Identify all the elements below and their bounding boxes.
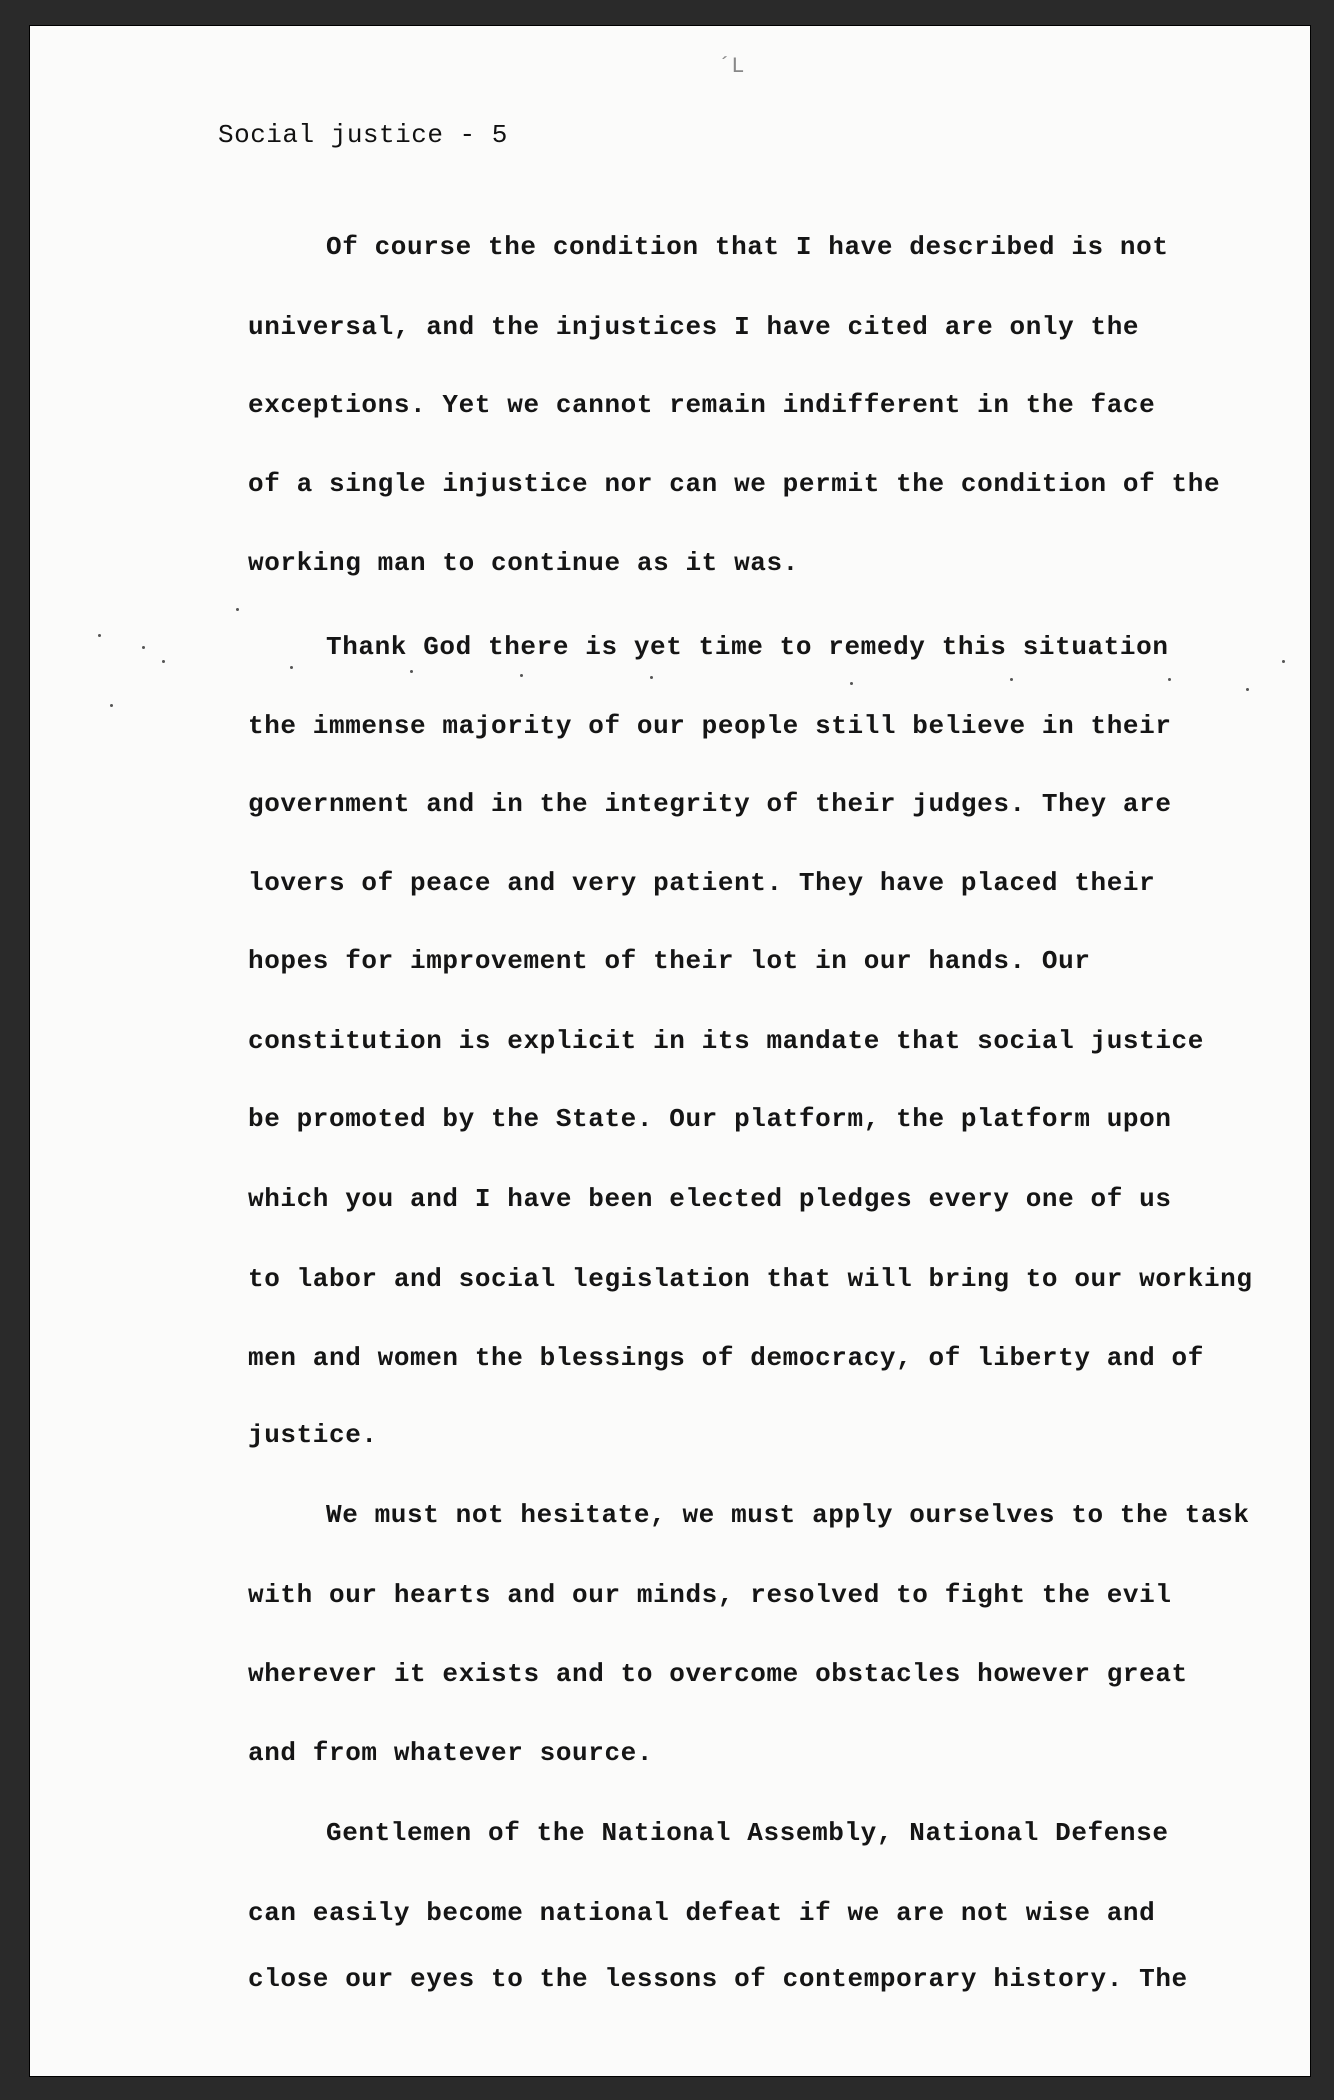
text-line: constitution is explicit in its mandate that social justice [248, 1026, 1204, 1056]
text-line: which you and I have been elected pledges every one of us [248, 1184, 1172, 1214]
text-line: be promoted by the State. Our platform, the platform upon [248, 1104, 1172, 1134]
scan-speck [1282, 660, 1285, 663]
scan-speck [850, 682, 853, 685]
scan-speck [650, 676, 653, 679]
scan-speck [110, 704, 113, 707]
text-line: men and women the blessings of democracy, of liberty and of [248, 1343, 1204, 1373]
text-line: lovers of peace and very patient. They have placed their [248, 868, 1156, 898]
text-line: of a single injustice nor can we permit the condition of the [248, 469, 1221, 499]
scan-speck [410, 670, 413, 673]
text-line: close our eyes to the lessons of contemporary history. The [248, 1964, 1188, 1994]
page-mark: ´L [718, 54, 745, 79]
text-line: to labor and social legislation that will bring to our working [248, 1264, 1253, 1294]
scan-speck [162, 660, 165, 663]
text-line: with our hearts and our minds, resolved to fight the evil [248, 1580, 1172, 1610]
text-line: and from whatever source. [248, 1738, 654, 1768]
text-line: Of course the condition that I have described is not [326, 232, 1169, 262]
scan-speck [98, 634, 101, 637]
text-line: hopes for improvement of their lot in our hands. Our [248, 946, 1091, 976]
text-line: the immense majority of our people still believe in their [248, 711, 1172, 741]
text-line: We must not hesitate, we must apply ourselves to the task [326, 1500, 1250, 1530]
text-line: government and in the integrity of their judges. They are [248, 789, 1172, 819]
text-line: universal, and the injustices I have cited are only the [248, 312, 1140, 342]
scan-speck [1168, 678, 1171, 681]
text-line: working man to continue as it was. [248, 548, 799, 578]
scan-speck [1010, 678, 1013, 681]
text-line: can easily become national defeat if we are not wise and [248, 1898, 1156, 1928]
scan-speck [520, 674, 523, 677]
text-line: justice. [248, 1420, 378, 1450]
text-line: exceptions. Yet we cannot remain indifferent in the face [248, 390, 1156, 420]
text-line: wherever it exists and to overcome obstacles however great [248, 1659, 1188, 1689]
scan-speck [290, 666, 293, 669]
text-line: Gentlemen of the National Assembly, National Defense [326, 1818, 1169, 1848]
scan-speck [236, 608, 239, 611]
scan-speck [142, 646, 145, 649]
scan-speck [1246, 688, 1249, 691]
text-line: Thank God there is yet time to remedy this situation [326, 632, 1169, 662]
page-header: Social justice - 5 [218, 120, 508, 150]
